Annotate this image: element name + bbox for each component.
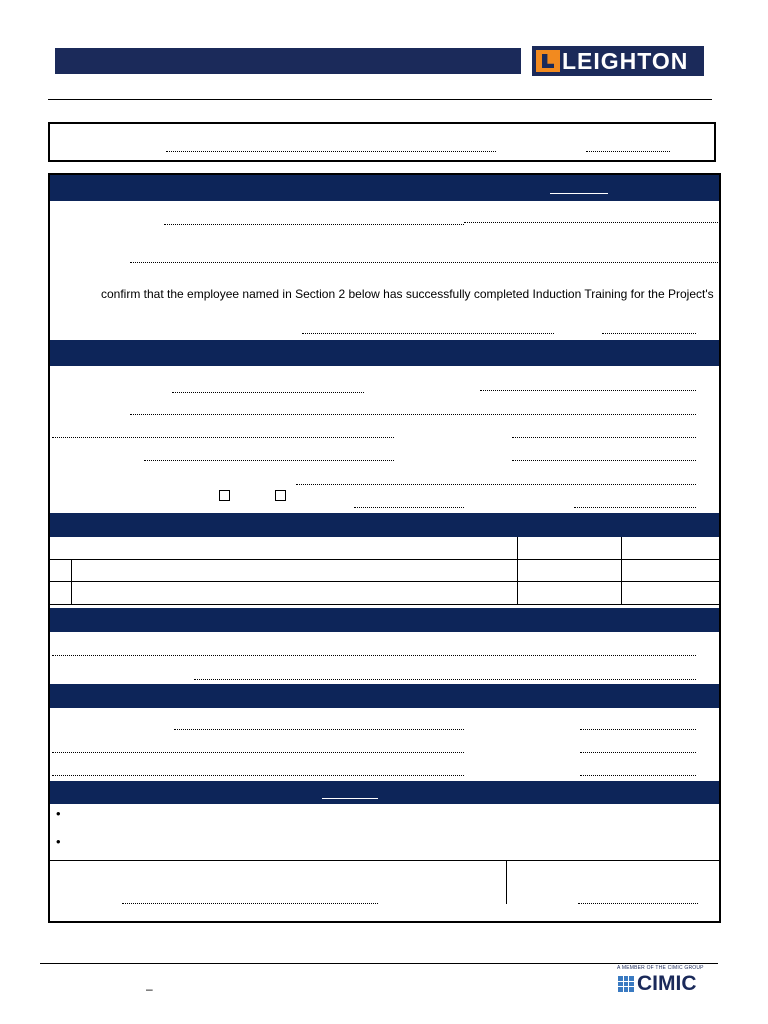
- section-1-field-5[interactable]: [602, 333, 696, 334]
- section-1-field-2[interactable]: [464, 222, 718, 223]
- bullet-2: •: [56, 834, 61, 849]
- section-2-field-6[interactable]: [144, 460, 394, 461]
- section-2-field-5[interactable]: [512, 437, 696, 438]
- footer-dash: –: [146, 982, 153, 996]
- section-2-field-1[interactable]: [172, 392, 364, 393]
- table-col-line-2: [517, 537, 518, 604]
- section-1-header: [50, 175, 719, 201]
- section-6-header-underline: [322, 798, 378, 799]
- bullet-1: •: [56, 806, 61, 821]
- leighton-logo: [532, 46, 704, 76]
- table-col-line-1: [71, 559, 72, 604]
- section-2-field-9[interactable]: [354, 507, 464, 508]
- header-bar: [55, 48, 521, 74]
- section-6-header: [50, 781, 719, 804]
- logo-text: LEIGHTON: [562, 47, 689, 74]
- section-4-header: [50, 608, 719, 632]
- section-2-checkbox-2[interactable]: [275, 490, 286, 501]
- footer-rule: [40, 963, 718, 964]
- cimic-logo: [618, 972, 697, 996]
- top-field-line-1[interactable]: [166, 151, 496, 152]
- section-2-header: [50, 340, 719, 366]
- table-row-line-2: [50, 581, 719, 582]
- table-row-line-1: [50, 559, 719, 560]
- header-rule: [48, 99, 712, 100]
- section-1-header-underline: [550, 193, 608, 194]
- signature-date-field[interactable]: [578, 903, 698, 904]
- cimic-member-text: A MEMBER OF THE CIMIC GROUP: [617, 965, 704, 971]
- section-4-field-2[interactable]: [194, 679, 696, 680]
- leighton-logo-mark-icon: [536, 50, 560, 72]
- section-2-field-7[interactable]: [512, 460, 696, 461]
- top-info-box: [48, 122, 716, 162]
- section-2-field-3[interactable]: [130, 414, 696, 415]
- cimic-mark-icon: [618, 976, 634, 992]
- table-row-line-3: [50, 604, 719, 605]
- signature-field[interactable]: [122, 903, 378, 904]
- section-4-field-1[interactable]: [52, 655, 696, 656]
- section-2-field-8[interactable]: [296, 484, 696, 485]
- section-1-confirm-text: confirm that the employee named in Section 2 below has successfully completed Induction Training for the Project's: [101, 287, 714, 301]
- signature-row-line: [50, 860, 719, 861]
- section-2-field-10[interactable]: [574, 507, 696, 508]
- section-1-field-1[interactable]: [164, 224, 464, 225]
- section-2-checkbox-1[interactable]: [219, 490, 230, 501]
- section-5-field-2[interactable]: [580, 729, 696, 730]
- top-field-line-2[interactable]: [586, 151, 670, 152]
- cimic-name: CIMIC: [637, 972, 697, 995]
- signature-divider: [506, 860, 507, 904]
- section-5-field-1[interactable]: [174, 729, 464, 730]
- table-col-line-3: [621, 537, 622, 604]
- section-5-header: [50, 684, 719, 708]
- section-5-field-5[interactable]: [52, 775, 464, 776]
- section-1-field-4[interactable]: [302, 333, 554, 334]
- section-2-field-4[interactable]: [52, 437, 394, 438]
- section-5-field-6[interactable]: [580, 775, 696, 776]
- section-5-field-4[interactable]: [580, 752, 696, 753]
- section-3-header: [50, 513, 719, 537]
- section-5-field-3[interactable]: [52, 752, 464, 753]
- section-1-field-3[interactable]: [130, 262, 718, 263]
- section-2-field-2[interactable]: [480, 390, 696, 391]
